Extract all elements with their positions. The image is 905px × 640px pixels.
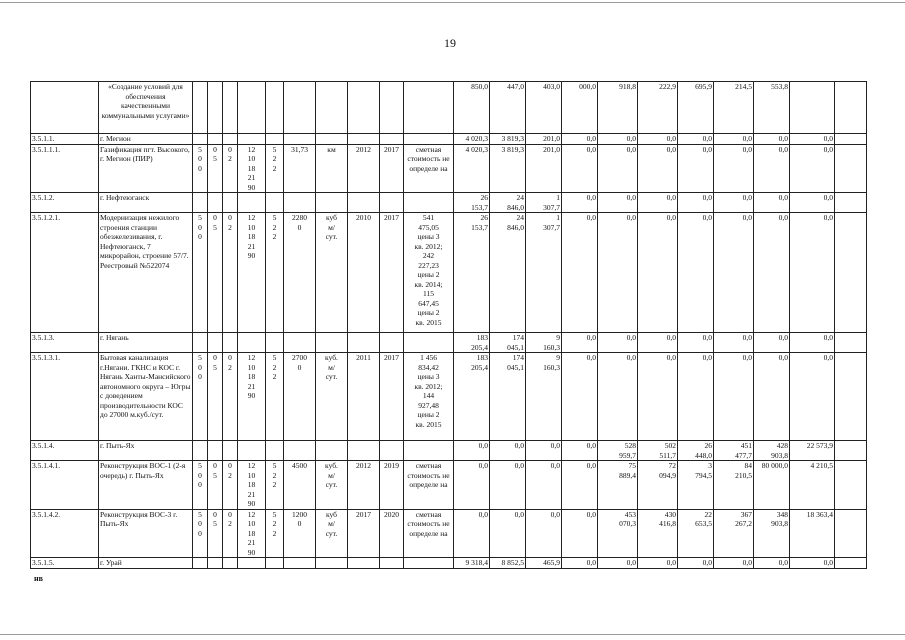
table-cell: 174 045,1 bbox=[490, 333, 526, 353]
table-cell: 72 094,9 bbox=[638, 461, 678, 510]
table-cell: 0,0 bbox=[490, 461, 526, 510]
table-cell: 502 511,7 bbox=[638, 441, 678, 461]
table-cell: 2700 0 bbox=[284, 353, 316, 441]
table-cell: куб. м/ сут. bbox=[316, 353, 348, 441]
scan-bottom-edge bbox=[0, 634, 905, 635]
table-cell: 0,0 bbox=[754, 558, 790, 569]
table-cell: 9 160,3 bbox=[526, 353, 562, 441]
table-cell: 553,8 bbox=[754, 82, 790, 134]
table-cell: 214,5 bbox=[714, 82, 754, 134]
table-cell bbox=[380, 558, 404, 569]
table-cell: 451 477,7 bbox=[714, 441, 754, 461]
table-cell bbox=[348, 558, 380, 569]
table-cell: 0,0 bbox=[754, 213, 790, 333]
table-cell: 2011 bbox=[348, 353, 380, 441]
table-cell bbox=[208, 134, 223, 145]
row-title-cell: Бытовая канализация г.Нягани. ГКНС и КОС г. Нягань Ханты-Мансийского автономного округа – Югры с доведением производительности КОС до 27000 м.куб./сут. bbox=[99, 353, 193, 441]
table-cell: 12 10 18 21 90 bbox=[238, 461, 266, 510]
table-cell: 0 2 bbox=[223, 144, 238, 193]
row-code-cell: 3.5.1.4.2. bbox=[31, 509, 99, 558]
table-cell bbox=[238, 441, 266, 461]
table-row bbox=[31, 213, 867, 333]
table-cell: 0,0 bbox=[678, 213, 714, 333]
table-cell bbox=[835, 213, 867, 333]
footnote-initials: нв bbox=[34, 574, 43, 583]
table-cell bbox=[223, 193, 238, 213]
table-cell bbox=[380, 333, 404, 353]
table-cell bbox=[835, 333, 867, 353]
table-cell: 26 153,7 bbox=[454, 213, 490, 333]
table-cell bbox=[208, 558, 223, 569]
table-cell: 0 5 bbox=[208, 144, 223, 193]
table-cell: 0,0 bbox=[598, 144, 638, 193]
table-cell: 0,0 bbox=[562, 333, 598, 353]
table-cell: 26 448,0 bbox=[678, 441, 714, 461]
table-cell: 0,0 bbox=[562, 144, 598, 193]
table-cell: 12 10 18 21 90 bbox=[238, 144, 266, 193]
table-cell: 5 2 2 bbox=[266, 144, 284, 193]
table-cell: 201,0 bbox=[526, 134, 562, 145]
table-cell: 0 2 bbox=[223, 353, 238, 441]
table-cell: 0,0 bbox=[678, 193, 714, 213]
table-cell bbox=[404, 558, 454, 569]
table-cell: 9 160,3 bbox=[526, 333, 562, 353]
table-cell: 1 307,7 bbox=[526, 213, 562, 333]
table-cell: 0 2 bbox=[223, 213, 238, 333]
row-code-cell: 3.5.1.4.1. bbox=[31, 461, 99, 510]
row-code-cell: 3.5.1.1.1. bbox=[31, 144, 99, 193]
table-cell: 0,0 bbox=[714, 353, 754, 441]
table-cell: 183 205,4 bbox=[454, 333, 490, 353]
table-cell: 31,73 bbox=[284, 144, 316, 193]
table-cell: 0,0 bbox=[790, 134, 835, 145]
table-cell: 0,0 bbox=[562, 509, 598, 558]
table-cell: сметная стоимость не определе на bbox=[404, 461, 454, 510]
table-cell: 5 0 0 bbox=[193, 213, 208, 333]
table-cell bbox=[208, 441, 223, 461]
scan-top-edge bbox=[0, 2, 905, 3]
table-cell: 0,0 bbox=[638, 333, 678, 353]
table-cell bbox=[316, 193, 348, 213]
table-cell bbox=[835, 144, 867, 193]
table-cell: 0 5 bbox=[208, 213, 223, 333]
table-cell: 2012 bbox=[348, 461, 380, 510]
row-title-cell: «Создание условий для обеспечения качественными коммунальными услугами» bbox=[99, 82, 193, 134]
table-cell: 0,0 bbox=[562, 441, 598, 461]
table-cell bbox=[284, 441, 316, 461]
table-cell: 453 070,3 bbox=[598, 509, 638, 558]
table-cell: 5 0 0 bbox=[193, 509, 208, 558]
table-cell: 4500 bbox=[284, 461, 316, 510]
table-cell bbox=[835, 193, 867, 213]
table-cell bbox=[835, 509, 867, 558]
page-number: 19 bbox=[444, 36, 456, 50]
table-cell bbox=[284, 333, 316, 353]
table-cell: 5 2 2 bbox=[266, 353, 284, 441]
table-cell: куб. м/ сут. bbox=[316, 461, 348, 510]
table-cell: 918,8 bbox=[598, 82, 638, 134]
table-cell: куб м/ сут. bbox=[316, 213, 348, 333]
table-cell: 0,0 bbox=[490, 509, 526, 558]
table-cell: 0,0 bbox=[562, 353, 598, 441]
table-cell: 1200 0 bbox=[284, 509, 316, 558]
row-title-cell: Реконструкция ВОС-1 (2-я очередь) г. Пыть-Ях bbox=[99, 461, 193, 510]
table-cell bbox=[404, 333, 454, 353]
table-cell: сметная стоимость не определе на bbox=[404, 509, 454, 558]
row-code-cell: 3.5.1.2. bbox=[31, 193, 99, 213]
table-cell: сметная стоимость не определе на bbox=[404, 144, 454, 193]
table-cell: 0,0 bbox=[754, 134, 790, 145]
table-cell bbox=[238, 333, 266, 353]
table-cell: 2017 bbox=[380, 144, 404, 193]
table-cell: 174 045,1 bbox=[490, 353, 526, 441]
table-cell: 5 0 0 bbox=[193, 461, 208, 510]
table-row bbox=[31, 509, 867, 558]
table-cell bbox=[316, 441, 348, 461]
table-cell bbox=[193, 193, 208, 213]
table-cell: 0,0 bbox=[714, 333, 754, 353]
table-cell bbox=[835, 353, 867, 441]
row-code-cell: 3.5.1.1. bbox=[31, 134, 99, 145]
table-row bbox=[31, 144, 867, 193]
table-cell: 0,0 bbox=[598, 333, 638, 353]
table-cell bbox=[348, 441, 380, 461]
table-row bbox=[31, 353, 867, 441]
table-cell bbox=[208, 82, 223, 134]
table-cell bbox=[380, 441, 404, 461]
row-code-cell: 3.5.1.2.1. bbox=[31, 213, 99, 333]
table-cell: 22 653,5 bbox=[678, 509, 714, 558]
table-cell: 0 5 bbox=[208, 461, 223, 510]
table-cell bbox=[223, 333, 238, 353]
table-cell bbox=[404, 82, 454, 134]
table-cell bbox=[208, 193, 223, 213]
table-cell: 0,0 bbox=[638, 558, 678, 569]
table-cell bbox=[193, 558, 208, 569]
table-cell: 0,0 bbox=[638, 213, 678, 333]
table-cell: 222,9 bbox=[638, 82, 678, 134]
table-cell: 2012 bbox=[348, 144, 380, 193]
table-cell: 12 10 18 21 90 bbox=[238, 509, 266, 558]
table-cell: 0,0 bbox=[562, 213, 598, 333]
table-cell: 0,0 bbox=[714, 144, 754, 193]
table-cell: 367 267,2 bbox=[714, 509, 754, 558]
table-cell: 24 846,0 bbox=[490, 193, 526, 213]
table-cell bbox=[835, 558, 867, 569]
table-cell: 0,0 bbox=[526, 509, 562, 558]
table-cell bbox=[284, 134, 316, 145]
table-cell: 0,0 bbox=[526, 441, 562, 461]
table-cell bbox=[316, 333, 348, 353]
table-cell bbox=[223, 82, 238, 134]
table-cell: 0,0 bbox=[454, 441, 490, 461]
table-cell bbox=[404, 134, 454, 145]
table-cell bbox=[238, 193, 266, 213]
row-title-cell: Газификация пгт. Высокого, г. Мегион (ПИР) bbox=[99, 144, 193, 193]
table-cell bbox=[790, 82, 835, 134]
table-cell: 0,0 bbox=[638, 134, 678, 145]
table-cell: 850,0 bbox=[454, 82, 490, 134]
table-cell bbox=[223, 441, 238, 461]
table-row bbox=[31, 82, 867, 134]
table-cell: 428 903,8 bbox=[754, 441, 790, 461]
table-cell: 5 0 0 bbox=[193, 144, 208, 193]
table-cell: 0,0 bbox=[714, 134, 754, 145]
table-cell bbox=[316, 82, 348, 134]
table-cell: 0,0 bbox=[678, 558, 714, 569]
table-cell: 5 2 2 bbox=[266, 509, 284, 558]
table-cell: 0,0 bbox=[638, 144, 678, 193]
table-cell: 9 318,4 bbox=[454, 558, 490, 569]
table-cell: 0,0 bbox=[754, 333, 790, 353]
table-cell: 403,0 bbox=[526, 82, 562, 134]
table-cell: 4 020,3 bbox=[454, 144, 490, 193]
table-cell: 0 5 bbox=[208, 353, 223, 441]
table-cell: 541 475,05 цены 3 кв. 2012; 242 227,23 цены 2 кв. 2014; 115 647,45 цены 2 кв. 2015 bbox=[404, 213, 454, 333]
table-cell: 0,0 bbox=[790, 353, 835, 441]
table-cell: 348 903,8 bbox=[754, 509, 790, 558]
table-cell bbox=[380, 134, 404, 145]
table-cell: 84 210,5 bbox=[714, 461, 754, 510]
table-cell bbox=[266, 193, 284, 213]
table-cell: 0,0 bbox=[714, 213, 754, 333]
table-cell: 0,0 bbox=[754, 193, 790, 213]
table-cell: куб м/ сут. bbox=[316, 509, 348, 558]
table-cell: 0,0 bbox=[638, 193, 678, 213]
row-code-cell: 3.5.1.4. bbox=[31, 441, 99, 461]
table-cell bbox=[835, 461, 867, 510]
table-cell: 0,0 bbox=[790, 193, 835, 213]
table-cell: 2017 bbox=[380, 213, 404, 333]
table-cell: 430 416,8 bbox=[638, 509, 678, 558]
table-cell: 4 210,5 bbox=[790, 461, 835, 510]
table-cell bbox=[266, 558, 284, 569]
table-cell: 0,0 bbox=[678, 144, 714, 193]
table-row bbox=[31, 134, 867, 145]
row-code-cell: 3.5.1.3.1. bbox=[31, 353, 99, 441]
table-cell bbox=[348, 333, 380, 353]
table-cell bbox=[284, 558, 316, 569]
row-code-cell bbox=[31, 82, 99, 134]
table-cell: 2010 bbox=[348, 213, 380, 333]
table-cell: 75 889,4 bbox=[598, 461, 638, 510]
table-row bbox=[31, 441, 867, 461]
table-cell: 0,0 bbox=[598, 558, 638, 569]
table-cell: 0,0 bbox=[454, 461, 490, 510]
table-cell: 3 819,3 bbox=[490, 144, 526, 193]
row-title-cell: г. Урай bbox=[99, 558, 193, 569]
table-cell: 22 573,9 bbox=[790, 441, 835, 461]
table-cell bbox=[193, 441, 208, 461]
table-cell: 8 852,5 bbox=[490, 558, 526, 569]
program-table bbox=[30, 81, 867, 569]
table-cell bbox=[348, 193, 380, 213]
table-cell: 0,0 bbox=[562, 193, 598, 213]
table-cell: 5 2 2 bbox=[266, 461, 284, 510]
table-cell: км bbox=[316, 144, 348, 193]
table-cell: 0,0 bbox=[526, 461, 562, 510]
table-cell: 0,0 bbox=[598, 134, 638, 145]
table-cell bbox=[835, 134, 867, 145]
table-cell bbox=[835, 82, 867, 134]
table-cell: 2017 bbox=[348, 509, 380, 558]
table-cell: 2280 0 bbox=[284, 213, 316, 333]
table-cell: 0,0 bbox=[790, 144, 835, 193]
table-cell: 0,0 bbox=[454, 509, 490, 558]
table-cell bbox=[404, 193, 454, 213]
table-cell: 2020 bbox=[380, 509, 404, 558]
table-cell bbox=[348, 134, 380, 145]
table-cell: 465,9 bbox=[526, 558, 562, 569]
table-cell bbox=[835, 441, 867, 461]
table-cell: 1 456 834,42 цены 3 кв. 2012; 144 927,48 цены 2 кв. 2015 bbox=[404, 353, 454, 441]
table-cell bbox=[284, 193, 316, 213]
table-cell bbox=[238, 558, 266, 569]
table-cell bbox=[193, 134, 208, 145]
table-cell: 4 020,3 bbox=[454, 134, 490, 145]
row-title-cell: Модернизация нежилого строения станции обезжелезивания, г. Нефтеюганск, 7 микрорайон, строение 57/7. Реестровый №522074 bbox=[99, 213, 193, 333]
table-cell: 0,0 bbox=[714, 558, 754, 569]
table-cell: 0,0 bbox=[598, 193, 638, 213]
row-title-cell: г. Нефтеюганск bbox=[99, 193, 193, 213]
table-cell: 26 153,7 bbox=[454, 193, 490, 213]
table-cell: 1 307,7 bbox=[526, 193, 562, 213]
table-cell: 0,0 bbox=[598, 213, 638, 333]
table-cell: 447,0 bbox=[490, 82, 526, 134]
table-cell: 0,0 bbox=[790, 333, 835, 353]
table-row bbox=[31, 193, 867, 213]
table-cell: 0,0 bbox=[562, 461, 598, 510]
table-cell: 0,0 bbox=[490, 441, 526, 461]
table-cell bbox=[223, 134, 238, 145]
table-cell: 0 2 bbox=[223, 461, 238, 510]
table-cell: 2017 bbox=[380, 353, 404, 441]
table-cell bbox=[193, 333, 208, 353]
table-cell bbox=[316, 134, 348, 145]
table-cell: 12 10 18 21 90 bbox=[238, 353, 266, 441]
table-cell: 3 819,3 bbox=[490, 134, 526, 145]
table-cell bbox=[266, 82, 284, 134]
table-cell bbox=[316, 558, 348, 569]
table-cell: 201,0 bbox=[526, 144, 562, 193]
table-cell: 000,0 bbox=[562, 82, 598, 134]
table-cell: 80 000,0 bbox=[754, 461, 790, 510]
table-cell bbox=[284, 82, 316, 134]
table-cell: 0,0 bbox=[714, 193, 754, 213]
table-cell bbox=[238, 82, 266, 134]
table-cell: 0,0 bbox=[678, 353, 714, 441]
table-cell: 0,0 bbox=[790, 558, 835, 569]
table-cell: 18 363,4 bbox=[790, 509, 835, 558]
table-cell: 0 2 bbox=[223, 509, 238, 558]
table-cell bbox=[380, 193, 404, 213]
table-cell: 0,0 bbox=[754, 353, 790, 441]
table-cell: 0,0 bbox=[638, 353, 678, 441]
table-cell: 0 5 bbox=[208, 509, 223, 558]
table-cell: 2019 bbox=[380, 461, 404, 510]
table-row bbox=[31, 461, 867, 510]
table-cell: 0,0 bbox=[678, 134, 714, 145]
table-cell: 24 846,0 bbox=[490, 213, 526, 333]
table-row bbox=[31, 558, 867, 569]
table-cell: 0,0 bbox=[562, 558, 598, 569]
row-code-cell: 3.5.1.5. bbox=[31, 558, 99, 569]
table-cell bbox=[223, 558, 238, 569]
table-row bbox=[31, 333, 867, 353]
table-cell bbox=[348, 82, 380, 134]
table-cell bbox=[193, 82, 208, 134]
table-cell bbox=[238, 134, 266, 145]
row-code-cell: 3.5.1.3. bbox=[31, 333, 99, 353]
table-cell bbox=[266, 134, 284, 145]
table-cell: 0,0 bbox=[754, 144, 790, 193]
table-cell bbox=[380, 82, 404, 134]
row-title-cell: Реконструкция ВОС-3 г. Пыть-Ях bbox=[99, 509, 193, 558]
row-title-cell: г. Нягань bbox=[99, 333, 193, 353]
table-cell: 695,9 bbox=[678, 82, 714, 134]
table-cell: 5 0 0 bbox=[193, 353, 208, 441]
table-cell bbox=[266, 441, 284, 461]
table-cell bbox=[404, 441, 454, 461]
table-cell: 0,0 bbox=[598, 353, 638, 441]
table-cell bbox=[266, 333, 284, 353]
table-cell: 0,0 bbox=[790, 213, 835, 333]
row-title-cell: г. Пыть-Ях bbox=[99, 441, 193, 461]
table-cell: 0,0 bbox=[678, 333, 714, 353]
table-cell: 3 794,5 bbox=[678, 461, 714, 510]
table-cell: 12 10 18 21 90 bbox=[238, 213, 266, 333]
table-cell: 528 959,7 bbox=[598, 441, 638, 461]
table-cell: 0,0 bbox=[562, 134, 598, 145]
table-cell: 5 2 2 bbox=[266, 213, 284, 333]
table-cell bbox=[208, 333, 223, 353]
table-cell: 183 205,4 bbox=[454, 353, 490, 441]
row-title-cell: г. Мегион bbox=[99, 134, 193, 145]
